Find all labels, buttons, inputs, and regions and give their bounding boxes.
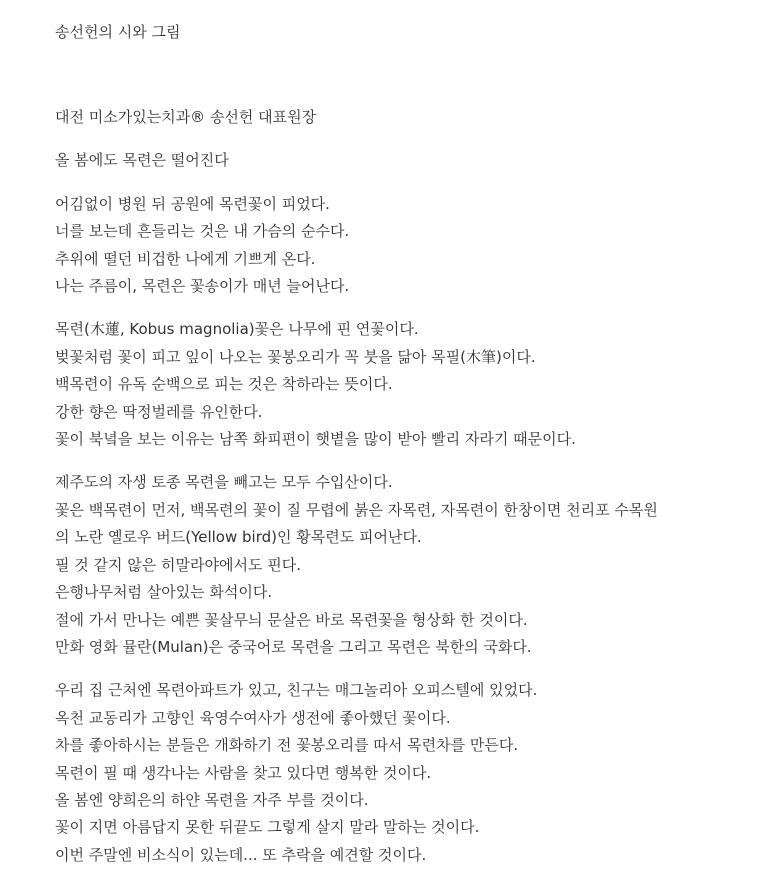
stanza-1 [55,191,767,301]
poem-line: 목련(木蓮, Kobus magnolia)꽃은 나무에 핀 연꽃이다. [55,320,419,339]
poem-line: 옥천 교동리가 고향인 육영수여사가 생전에 좋아했던 꽃이다. [55,708,451,727]
poem-line: 꽃은 백목련이 먼저, 백목련의 꽃이 질 무렵에 붉은 자목련, 자목련이 한창이면 천리포 수목원 [55,500,658,519]
poem-line: 제주도의 자생 토종 목련을 빼고는 모두 수입산이다. [55,473,393,492]
poem-line: 어김없이 병원 뒤 공원에 목련꽃이 피었다. [55,194,330,213]
poem-line: 이번 주말엔 비소식이 있는데... 또 추락을 예견할 것이다. [55,845,427,864]
poem-line: 차를 좋아하시는 분들은 개화하기 전 꽃봉오리를 따서 목련차를 만든다. [55,736,519,755]
poem-line: 의 노란 옐로우 버드(Yellow bird)인 황목련도 피어난다. [55,528,422,547]
poem-line: 추위에 떨던 비겁한 나에게 기쁘게 온다. [55,249,316,268]
poem-line: 절에 가서 만나는 예쁜 꽃살무늬 문살은 바로 목련꽃을 형상화 한 것이다. [55,610,528,629]
poem-line: 나는 주름이, 목련은 꽃송이가 매년 늘어난다. [55,277,350,296]
poem-title: 올 봄에도 목련은 떨어진다 [55,151,229,170]
author-line: 대전 미소가있는치과® 송선헌 대표원장 [55,108,317,126]
stanza-3 [55,469,767,661]
poem-line: 목련이 필 때 생각나는 사람을 찾고 있다면 행복한 것이다. [55,763,432,782]
poem-line: 벚꽃처럼 꽃이 피고 잎이 나오는 꽃봉오리가 꼭 붓을 닮아 목필(木筆)이다. [55,347,536,366]
poem-line: 강한 향은 딱정벌레를 유인한다. [55,402,263,421]
poem-line: 꽃이 지면 아름답지 못한 뒤끝도 그렇게 살지 말라 말하는 것이다. [55,818,480,837]
poem-line: 만화 영화 뮬란(Mulan)은 중국어로 목련을 그리고 목련은 북한의 국화다. [55,637,532,656]
poem-line: 꽃이 북녘을 보는 이유는 남쪽 화피편이 햇볕을 많이 받아 빨리 자라기 때문이다. [55,430,576,449]
stanza-2 [55,316,767,453]
poem-line: 백목련이 유독 순백으로 피는 것은 착하라는 뜻이다. [55,375,393,394]
poem-line: 필 것 같지 않은 히말라야에서도 핀다. [55,555,301,574]
poem-line: 너를 보는데 흔들리는 것은 내 가슴의 순수다. [55,222,350,241]
article [55,20,767,869]
stanza-4 [55,677,767,869]
poem-line: 올 봄엔 양희은의 하얀 목련을 자주 부를 것이다. [55,790,369,809]
poem-line: 은행나무처럼 살아있는 화석이다. [55,583,273,602]
poem-line: 우리 집 근처엔 목련아파트가 있고, 친구는 매그놀리아 오피스텔에 있었다. [55,681,538,700]
site-title: 송선헌의 시와 그림 [55,23,181,41]
